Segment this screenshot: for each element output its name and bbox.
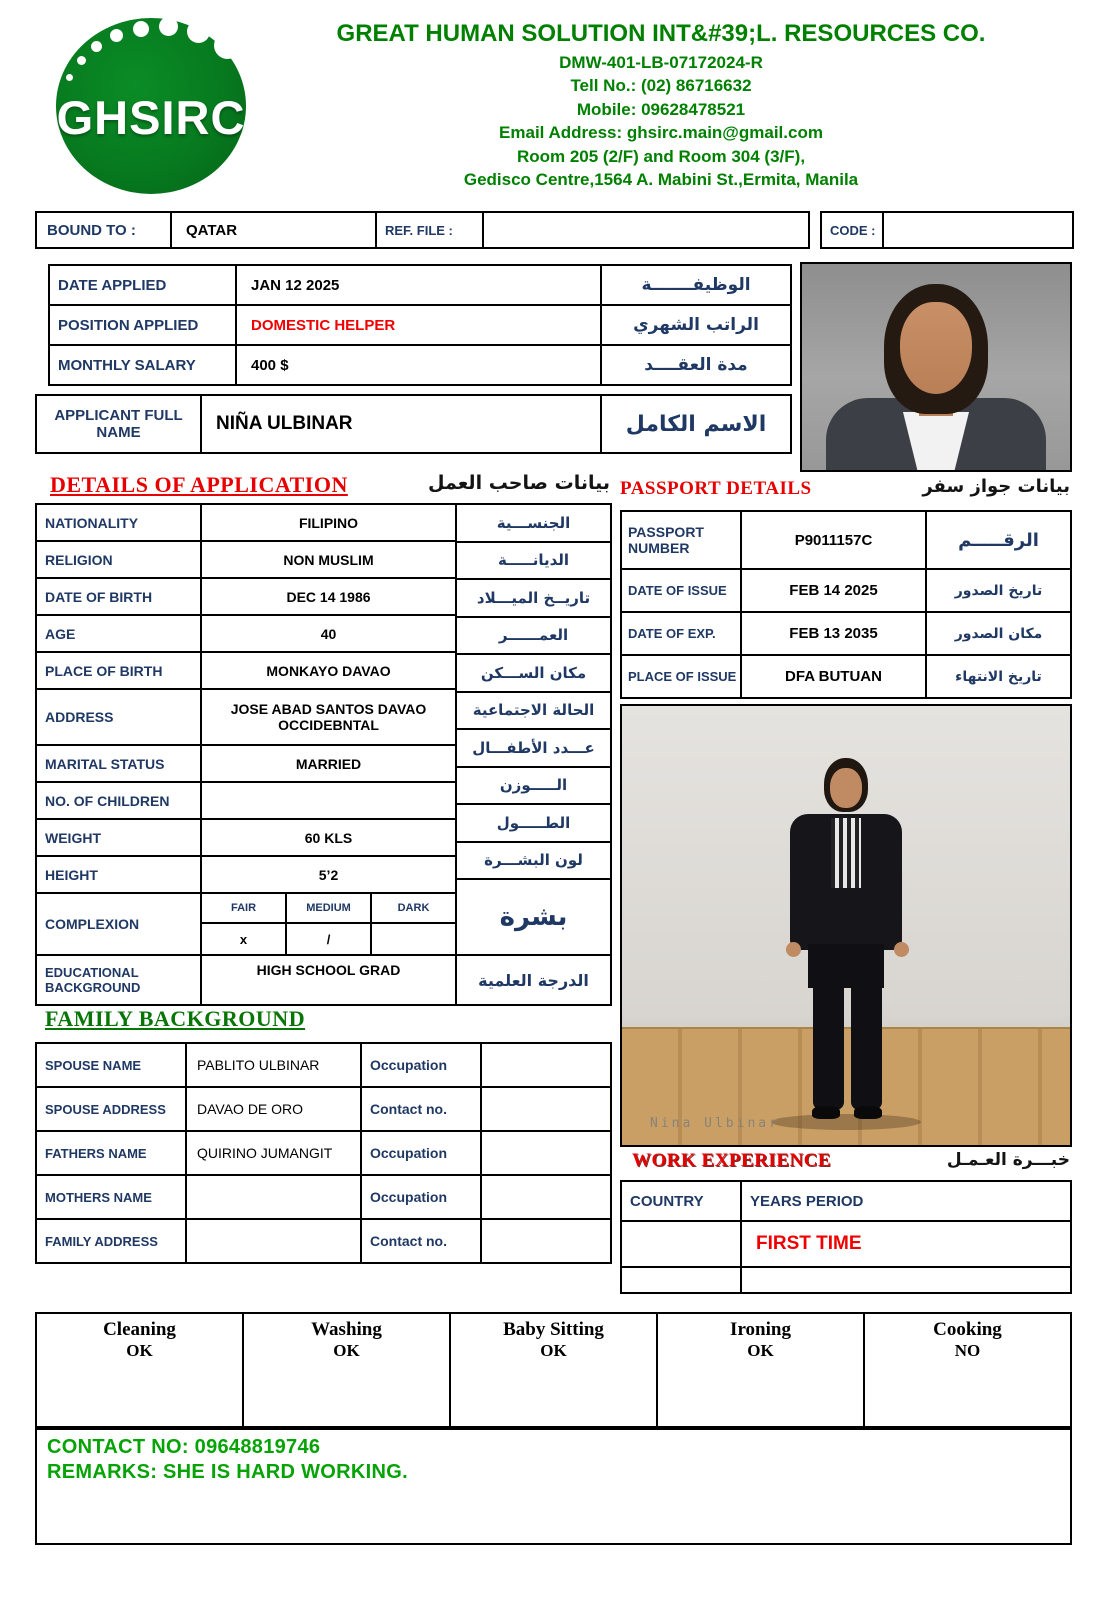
nationality-label: NATIONALITY [37, 505, 202, 542]
spouse-contact-value [482, 1088, 612, 1132]
complexion-arabic: بشرة [457, 880, 612, 956]
letterhead [255, 20, 1067, 192]
spouse-name-value: PABLITO ULBINAR [187, 1044, 362, 1088]
father-occupation-label: Occupation [362, 1132, 482, 1176]
logo-dot-icon [133, 21, 149, 37]
skills-table [35, 1312, 1072, 1428]
spouse-address-value: DAVAO DE ORO [187, 1088, 362, 1132]
education-arabic: الدرجة العلمية [457, 956, 612, 1006]
complexion-grid [202, 894, 457, 956]
passport-number-arabic: الرقـــــم [927, 512, 1072, 570]
date-of-birth-arabic: تاريــخ الميـــلاد [457, 580, 612, 618]
photo-shadow [771, 1114, 921, 1130]
position-applied-value: DOMESTIC HELPER [237, 306, 602, 346]
passport-details-heading: PASSPORT DETAILS [620, 478, 812, 499]
spouse-occupation-value [482, 1044, 612, 1088]
place-of-birth-label: PLACE OF BIRTH [37, 653, 202, 690]
date-of-issue-value: FEB 14 2025 [742, 570, 927, 613]
age-value: 40 [202, 616, 457, 653]
remarks-line: REMARKS: SHE IS HARD WORKING. [47, 1461, 408, 1483]
years-period-column-header: YEARS PERIOD [742, 1182, 1072, 1222]
license-number: DMW-401-LB-07172024-R [559, 53, 763, 72]
family-address-value [187, 1220, 362, 1264]
mothers-name-label: MOTHERS NAME [37, 1176, 187, 1220]
passport-number-value: P9011157C [742, 512, 927, 570]
logo-dot-icon [91, 41, 102, 52]
monthly-salary-label: MONTHLY SALARY [50, 346, 237, 386]
full-name-label: APPLICANT FULL NAME [37, 396, 202, 454]
family-contact-label: Contact no. [362, 1220, 482, 1264]
place-of-issue-label: PLACE OF ISSUE [622, 656, 742, 699]
skill-name: Washing [311, 1319, 382, 1340]
work-country-cell [622, 1268, 742, 1294]
father-occupation-value [482, 1132, 612, 1176]
fathers-name-value: QUIRINO JUMANGIT [187, 1132, 362, 1176]
skill-value: OK [747, 1341, 774, 1360]
education-value: HIGH SCHOOL GRAD [202, 956, 457, 1006]
family-background-heading: FAMILY BACKGROUND [45, 1006, 306, 1031]
figure-shoe-left [812, 1106, 840, 1119]
position-applied-arabic: الراتب الشهري [602, 306, 792, 346]
figure-leg-right [851, 974, 882, 1110]
applicant-name-table [35, 394, 792, 454]
company-name: GREAT HUMAN SOLUTION INT&#39;L. RESOURCES CO. [336, 20, 986, 47]
skill-washing [244, 1314, 451, 1428]
passport-heading-arabic: بيانات جواز سفر [922, 476, 1070, 497]
weight-label: WEIGHT [37, 820, 202, 857]
address-label: ADDRESS [37, 690, 202, 746]
skill-value: OK [540, 1341, 567, 1360]
mobile-line: Mobile: 09628478521 [576, 99, 746, 119]
bound-to-label: BOUND TO : [37, 213, 172, 249]
religion-value: NON MUSLIM [202, 542, 457, 579]
weight-arabic: الـــــوزن [457, 768, 612, 806]
mother-occupation-value [482, 1176, 612, 1220]
contact-remarks-box [35, 1428, 1072, 1545]
mothers-name-value [187, 1176, 362, 1220]
applicant-headshot-photo [800, 262, 1072, 472]
spouse-address-label: SPOUSE ADDRESS [37, 1088, 187, 1132]
monthly-salary-arabic: مدة العقــــد [602, 346, 792, 386]
details-heading-arabic: بيانات صاحب العمل [428, 472, 610, 494]
place-of-birth-value: MONKAYO DAVAO [202, 653, 457, 690]
complexion-label: COMPLEXION [37, 894, 202, 956]
date-applied-arabic: الوظيفـــــــة [602, 266, 792, 306]
religion-label: RELIGION [37, 542, 202, 579]
work-period-cell [742, 1268, 1072, 1294]
spouse-occupation-label: Occupation [362, 1044, 482, 1088]
height-arabic: الطـــــول [457, 805, 612, 843]
skill-name: Cleaning [103, 1319, 176, 1340]
ref-file-value [484, 213, 810, 249]
work-experience-heading-arabic: خبـــرة العـمـل [946, 1150, 1070, 1170]
logo-text: GHSIRC [56, 91, 246, 144]
logo-dot-icon [110, 29, 123, 42]
logo-dot-icon [187, 20, 210, 43]
details-section [35, 503, 612, 1006]
fathers-name-label: FATHERS NAME [37, 1132, 187, 1176]
nationality-arabic: الجنســـية [457, 505, 612, 543]
skin-color-arabic: لون البشـــرة [457, 843, 612, 881]
photo-caption: Nina Ulbinar [650, 1116, 780, 1131]
country-column-header: COUNTRY [622, 1182, 742, 1222]
telephone-line: Tell No.: (02) 86716632 [570, 76, 752, 96]
skill-cooking [865, 1314, 1072, 1428]
date-of-birth-value: DEC 14 1986 [202, 579, 457, 616]
applicant-full-body-photo [620, 704, 1072, 1147]
work-country-cell [622, 1222, 742, 1268]
place-of-issue-value: DFA BUTUAN [742, 656, 927, 699]
full-name-value: NIÑA ULBINAR [202, 396, 602, 454]
bound-to-row [35, 211, 1074, 249]
figure-hand-left [786, 942, 801, 957]
religion-arabic: الديانـــــة [457, 543, 612, 581]
date-of-issue-label: DATE OF ISSUE [622, 570, 742, 613]
date-of-birth-label: DATE OF BIRTH [37, 579, 202, 616]
skill-value: OK [126, 1341, 153, 1360]
work-period-cell: FIRST TIME [742, 1222, 1072, 1268]
full-name-arabic: الاسم الكامل [602, 396, 792, 454]
weight-value: 60 KLS [202, 820, 457, 857]
complexion-mark-fair: x [202, 924, 287, 954]
figure-leg-left [813, 974, 844, 1110]
logo-dot-icon [159, 17, 178, 36]
email-line: Email Address: ghsirc.main@gmail.com [499, 123, 823, 143]
logo-dot-icon [66, 74, 73, 81]
passport-table [620, 510, 1072, 699]
complexion-option-fair: FAIR [202, 894, 287, 924]
address-value: JOSE ABAD SANTOS DAVAO OCCIDEBNTAL [202, 690, 457, 746]
family-contact-value [482, 1220, 612, 1264]
bound-to-value: QATAR [172, 213, 377, 249]
figure-hand-right [894, 942, 909, 957]
spouse-name-label: SPOUSE NAME [37, 1044, 187, 1088]
date-of-expiry-arabic: مكان الصدور [927, 613, 1072, 656]
monthly-salary-value: 400 $ [237, 346, 602, 386]
skill-ironing [658, 1314, 865, 1428]
skill-value: OK [333, 1341, 360, 1360]
skill-name: Baby Sitting [503, 1319, 604, 1340]
logo-dot-icon [214, 32, 241, 59]
date-applied-value: JAN 12 2025 [237, 266, 602, 306]
application-table [48, 264, 792, 386]
figure-shoe-right [854, 1106, 882, 1119]
marital-status-label: MARITAL STATUS [37, 746, 202, 783]
code-value [884, 213, 1074, 249]
age-arabic: العمــــــر [457, 618, 612, 656]
marital-status-value: MARRIED [202, 746, 457, 783]
complexion-option-dark: DARK [372, 894, 455, 924]
place-of-issue-arabic: تاريخ الانتهاء [927, 656, 1072, 699]
work-experience-heading: WORK EXPERIENCE [632, 1150, 832, 1171]
company-logo [52, 8, 250, 200]
figure-face [830, 768, 862, 808]
family-table [35, 1042, 612, 1264]
children-value [202, 783, 457, 820]
position-applied-label: POSITION APPLIED [50, 306, 237, 346]
date-of-issue-arabic: تاريخ الصدور [927, 570, 1072, 613]
code-label: CODE : [822, 213, 884, 249]
date-applied-label: DATE APPLIED [50, 266, 237, 306]
figure-striped-shirt [831, 818, 861, 888]
headshot-face [900, 302, 972, 394]
details-arabic-column [457, 503, 612, 1006]
complexion-option-medium: MEDIUM [287, 894, 372, 924]
ref-file-label: REF. FILE : [377, 213, 484, 249]
spouse-contact-label: Contact no. [362, 1088, 482, 1132]
children-label: NO. OF CHILDREN [37, 783, 202, 820]
residence-arabic: مكان الســـكن [457, 655, 612, 693]
passport-number-label: PASSPORT NUMBER [622, 512, 742, 570]
height-label: HEIGHT [37, 857, 202, 894]
skill-baby-sitting [451, 1314, 658, 1428]
nationality-value: FILIPINO [202, 505, 457, 542]
work-experience-table [620, 1180, 1072, 1294]
family-address-label: FAMILY ADDRESS [37, 1220, 187, 1264]
children-arabic: عـــدد الأطفـــال [457, 730, 612, 768]
mother-occupation-label: Occupation [362, 1176, 482, 1220]
address-line-2: Gedisco Centre,1564 A. Mabini St.,Ermita, Manila [463, 170, 859, 190]
date-of-expiry-label: DATE OF EXP. [622, 613, 742, 656]
date-of-expiry-value: FEB 13 2035 [742, 613, 927, 656]
complexion-mark-medium: / [287, 924, 372, 954]
details-of-application-heading: DETAILS OF APPLICATION [50, 472, 348, 497]
skill-name: Ironing [730, 1319, 791, 1340]
skill-cleaning [37, 1314, 244, 1428]
details-table [35, 503, 457, 1006]
complexion-mark-dark [372, 924, 455, 954]
height-value: 5’2 [202, 857, 457, 894]
marital-status-arabic: الحالة الاجتماعية [457, 693, 612, 731]
logo-dot-icon [77, 56, 86, 65]
skill-name: Cooking [933, 1319, 1002, 1340]
education-label: EDUCATIONAL BACKGROUND [37, 956, 202, 1006]
contact-number-line: CONTACT NO: 09648819746 [47, 1436, 321, 1458]
skill-value: NO [954, 1341, 981, 1360]
address-line-1: Room 205 (2/F) and Room 304 (3/F), [516, 146, 806, 166]
age-label: AGE [37, 616, 202, 653]
